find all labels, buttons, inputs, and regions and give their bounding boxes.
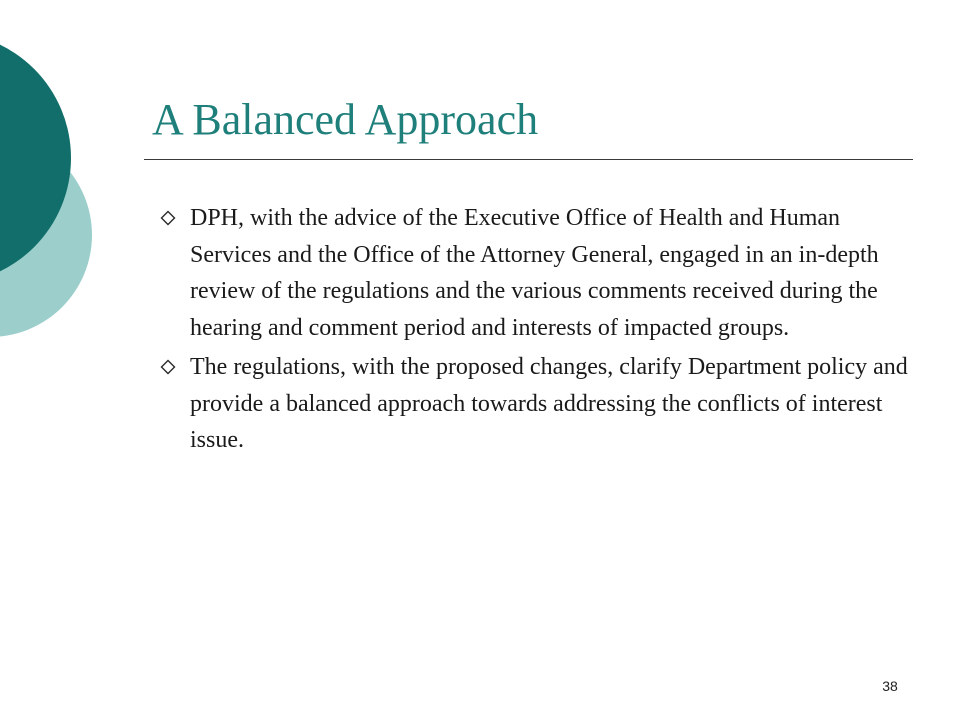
title-divider (144, 159, 913, 160)
hollow-diamond-icon (160, 359, 176, 375)
decorative-circles (0, 0, 120, 400)
slide-title: A Balanced Approach (152, 95, 539, 144)
hollow-diamond-icon (160, 210, 176, 226)
bullet-item (160, 349, 920, 459)
page-number: 38 (882, 678, 898, 694)
bullet-text: The regulations, with the proposed changes, clarify Department policy and provide a balanced approach towards addressing the conflicts of interest issue. (190, 354, 908, 453)
bullet-text: DPH, with the advice of the Executive Office of Health and Human Services and the Office of the Attorney General, engaged in an in-depth review of the regulations and the various comments received during the hearing and comment period and interests of impacted groups. (190, 205, 879, 341)
bullet-item (160, 200, 920, 346)
bullet-list (160, 200, 920, 462)
